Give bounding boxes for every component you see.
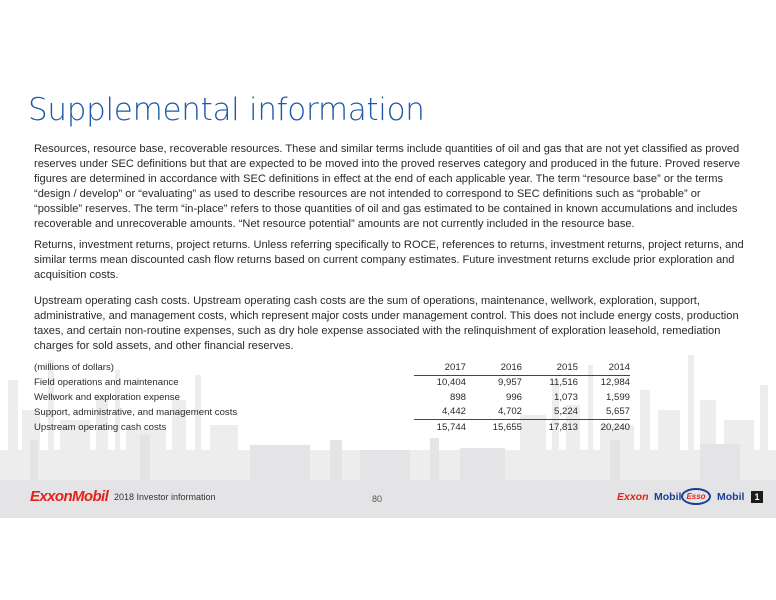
table-cell: 15,744 — [414, 420, 466, 435]
mobil-brand-logo: Mobil — [654, 491, 682, 503]
footer-doc-label: 2018 Investor information — [114, 492, 216, 502]
table-cell: 11,516 — [549, 377, 578, 389]
table-row — [34, 390, 630, 405]
paragraph-resources: Resources, resource base, recoverable resources. These and similar terms include quantities of oil and gas that are not yet classified as proved reserves under SEC definitions but that are expected to be moved into the proved reserves category and produced in the future. Proved reserve figures are determined in accordance with SEC definitions in effect at the end of each applicable year. The term “resource base” or the terms “design / develop” or “evaluating” as used to describe resources are not intended to correspond to SEC definitions such as “probable” or “possible” reserves. The term “in-place” refers to those quantities of oil and gas estimated to be contained in known accumulations and includes recoverable and unrecoverable amounts. “Net resource potential” amounts are not currently included in the resource base. — [34, 143, 741, 231]
page-title: Supplemental information — [28, 92, 425, 128]
table-header-row — [34, 360, 630, 375]
table-row — [34, 405, 630, 420]
exxon-brand-logo: Exxon — [617, 491, 649, 503]
table-cell: 1,073 — [553, 391, 578, 403]
table-cell: 10,404 — [436, 377, 466, 389]
table-cell: 898 — [449, 391, 466, 403]
page-number: 80 — [372, 494, 383, 504]
table-cell: 9,957 — [497, 377, 522, 389]
table-row — [34, 375, 630, 390]
table-cell: 5,657 — [605, 406, 630, 418]
row-label: Support, administrative, and management costs — [34, 406, 238, 418]
table-cell: 17,813 — [522, 420, 578, 435]
row-label: Field operations and maintenance — [34, 377, 179, 388]
column-header: 2017 — [414, 360, 466, 375]
table-cell: 15,655 — [466, 420, 522, 435]
table-cell: 5,224 — [553, 406, 578, 418]
table-cell: 20,240 — [578, 420, 630, 435]
mobil1-brand-logo: Mobil — [717, 491, 745, 503]
table-cell: 4,442 — [441, 406, 466, 418]
mobil1-number-badge: 1 — [751, 491, 763, 503]
table-unit-label: (millions of dollars) — [34, 362, 114, 373]
column-header: 2015 — [522, 360, 578, 375]
table-total-row — [34, 420, 630, 435]
table-cell: 12,984 — [600, 377, 630, 389]
row-label: Wellwork and exploration expense — [34, 391, 180, 403]
exxonmobil-logo: ExxonMobil — [30, 488, 109, 505]
row-label: Upstream operating cash costs — [34, 421, 167, 433]
table-cell: 4,702 — [497, 406, 522, 418]
esso-brand-logo: Esso — [681, 488, 711, 505]
column-header: 2016 — [466, 360, 522, 375]
paragraph-upstream-costs: Upstream operating cash costs. Upstream operating cash costs are the sum of operations, maintenance, wellwork, exploration, support, administrative, and management costs, which represent major costs under management control. This does not include energy costs, production taxes, and certain non-routine expenses, such as dry hole expense associated with the relinquishment of exploration leasehold, remediation charges for sold assets, and other financial reserves. — [34, 295, 739, 353]
column-header: 2014 — [578, 360, 630, 375]
paragraph-returns: Returns, investment returns, project returns. Unless referring specifically to ROCE, references to returns, investment returns, project returns, and similar terms mean discounted cash flow returns based on current company estimates. Future investment returns exclude prior exploration and acquisition costs. — [34, 239, 744, 282]
upstream-cost-table — [34, 360, 630, 435]
table-cell: 1,599 — [605, 391, 630, 403]
table-cell: 996 — [505, 391, 522, 403]
